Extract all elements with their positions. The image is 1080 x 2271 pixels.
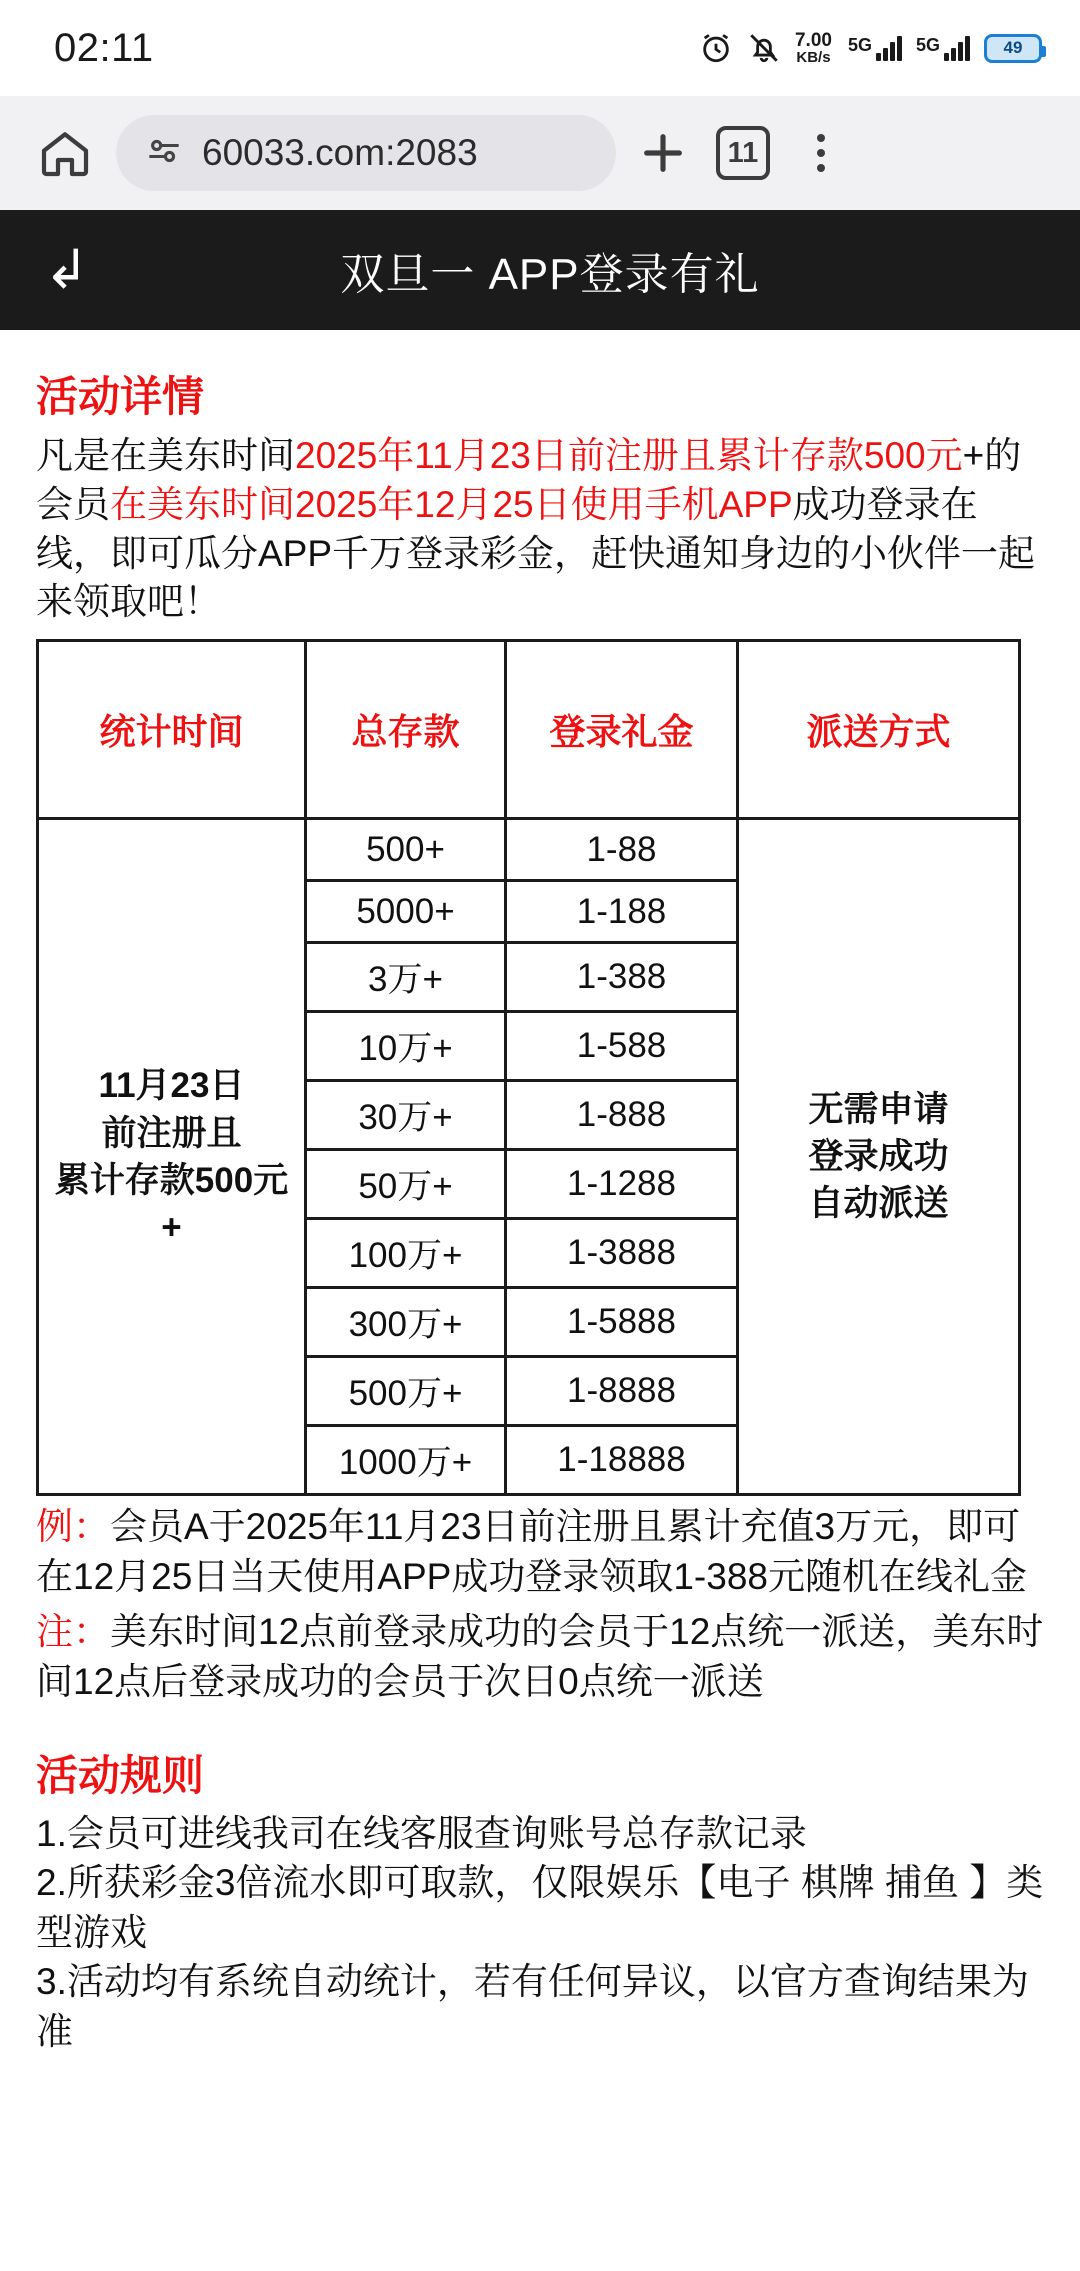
- sim1-bars: [876, 35, 902, 61]
- sim2-label: 5G: [915, 35, 940, 55]
- rule-item-3: 3.活动均有系统自动统计，若有任何异议，以官方查询结果为准: [36, 1961, 1029, 2052]
- home-icon[interactable]: [30, 118, 100, 188]
- table-header-time: 统计时间: [38, 641, 306, 819]
- tab-count: 11: [727, 136, 759, 169]
- send-line-2: 登录成功: [808, 1137, 949, 1177]
- table-cell-gift: 1-588: [506, 1012, 738, 1081]
- address-bar-url[interactable]: 60033.com:2083: [202, 132, 478, 173]
- details-heading: 活动详情: [36, 373, 205, 420]
- battery-level: 49: [1003, 38, 1023, 57]
- table-cell-deposit: 50万+: [306, 1150, 506, 1219]
- time-line-3: 累计存款500元: [54, 1160, 289, 1200]
- details-line-1b: 2025年11月23日前注册且累计存款500元: [295, 435, 963, 476]
- page-title: 双旦一 APP登录有礼: [340, 250, 760, 299]
- example-text: 会员A于2025年11月23日前注册且累计充值3万元，即可在12月25日当天使用APP成功登录领取1-388元随机在线礼金: [36, 1506, 1027, 1597]
- status-bar: [0, 0, 1080, 96]
- table-cell-deposit: 30万+: [306, 1081, 506, 1150]
- alarm-icon: [699, 31, 733, 65]
- table-cell-deposit: 500+: [306, 819, 506, 881]
- dispatch-note: [36, 1607, 1050, 1706]
- send-line-1: 无需申请: [808, 1089, 949, 1129]
- table-cell-deposit: 1000万+: [306, 1426, 506, 1495]
- table-cell-deposit: 300万+: [306, 1288, 506, 1357]
- table-cell-deposit: 100万+: [306, 1219, 506, 1288]
- time-line-4: +: [161, 1208, 182, 1248]
- mute-bell-icon: [747, 31, 781, 65]
- details-line-1d: 在美东时间2025年12月25日使用手机APP: [110, 483, 793, 525]
- details-line-1c: +的会员: [36, 435, 1022, 525]
- sim2-bars: [944, 35, 970, 61]
- status-clock: 02:11: [54, 25, 154, 70]
- sim2-signal-icon: [916, 35, 970, 61]
- table-header-row: [38, 641, 1020, 819]
- new-tab-icon[interactable]: [632, 122, 694, 184]
- net-speed-value: 7.00: [794, 30, 832, 51]
- example-label: 例：: [36, 1506, 110, 1548]
- browser-toolbar: [0, 96, 1080, 210]
- table-send-cell: [738, 819, 1020, 1495]
- rule-item-2: 2.所获彩金3倍流水即可取款，仅限娱乐【电子 棋牌 捕鱼 】类型游戏: [36, 1862, 1044, 1953]
- table-time-cell: [38, 819, 306, 1495]
- page-header: [0, 210, 1080, 330]
- net-speed-unit: KB/s: [796, 49, 831, 66]
- table-cell-gift: 1-188: [506, 881, 738, 943]
- table-cell-gift: 1-888: [506, 1081, 738, 1150]
- time-line-2: 前注册且: [101, 1113, 242, 1153]
- rules-heading: 活动规则: [36, 1751, 205, 1799]
- table-header-send: 派送方式: [738, 641, 1020, 819]
- details-line-1e: 成功登录在线，即可瓜分APP千万登录彩金，赶快通知身边的小伙伴一起来领取吧！: [36, 483, 1036, 623]
- table-cell-gift: 1-8888: [506, 1357, 738, 1426]
- page-content: [0, 330, 1080, 2057]
- tab-switcher-button[interactable]: [716, 126, 770, 180]
- table-header-gift: 登录礼金: [506, 641, 738, 819]
- site-settings-icon[interactable]: [142, 129, 186, 178]
- table-cell-gift: 1-3888: [506, 1219, 738, 1288]
- note-text: 美东时间12点前登录成功的会员于12点统一派送，美东时间12点后登录成功的会员于次日0点统一派送: [36, 1611, 1044, 1703]
- back-arrow-icon[interactable]: ↲: [44, 240, 90, 300]
- table-cell-gift: 1-1288: [506, 1150, 738, 1219]
- table-row: [38, 819, 1020, 881]
- table-cell-deposit: 5000+: [306, 881, 506, 943]
- table-cell-gift: 1-5888: [506, 1288, 738, 1357]
- address-bar[interactable]: [116, 115, 616, 191]
- battery-icon: [984, 34, 1042, 63]
- table-cell-gift: 1-18888: [506, 1426, 738, 1495]
- send-line-3: 自动派送: [808, 1184, 949, 1224]
- table-cell-gift: 1-88: [506, 819, 738, 881]
- table-header-deposit: 总存款: [306, 641, 506, 819]
- table-cell-deposit: 10万+: [306, 1012, 506, 1081]
- example-note: [36, 1502, 1050, 1601]
- table-cell-deposit: 500万+: [306, 1357, 506, 1426]
- status-icons: [699, 31, 1042, 65]
- details-line-1a: 凡是在美东时间: [36, 435, 295, 476]
- table-cell-deposit: 3万+: [306, 943, 506, 1012]
- prize-table: [36, 639, 1021, 1496]
- table-cell-gift: 1-388: [506, 943, 738, 1012]
- note-label: 注：: [36, 1611, 110, 1653]
- network-speed-indicator: [795, 31, 832, 65]
- details-paragraph: [36, 432, 1050, 627]
- rule-item-1: 1.会员可进线我司在线客服查询账号总存款记录: [36, 1812, 807, 1854]
- time-line-1: 11月23日: [98, 1066, 245, 1106]
- sim1-signal-icon: [848, 35, 902, 61]
- sim1-label: 5G: [847, 35, 872, 55]
- overflow-menu-icon[interactable]: [794, 122, 848, 184]
